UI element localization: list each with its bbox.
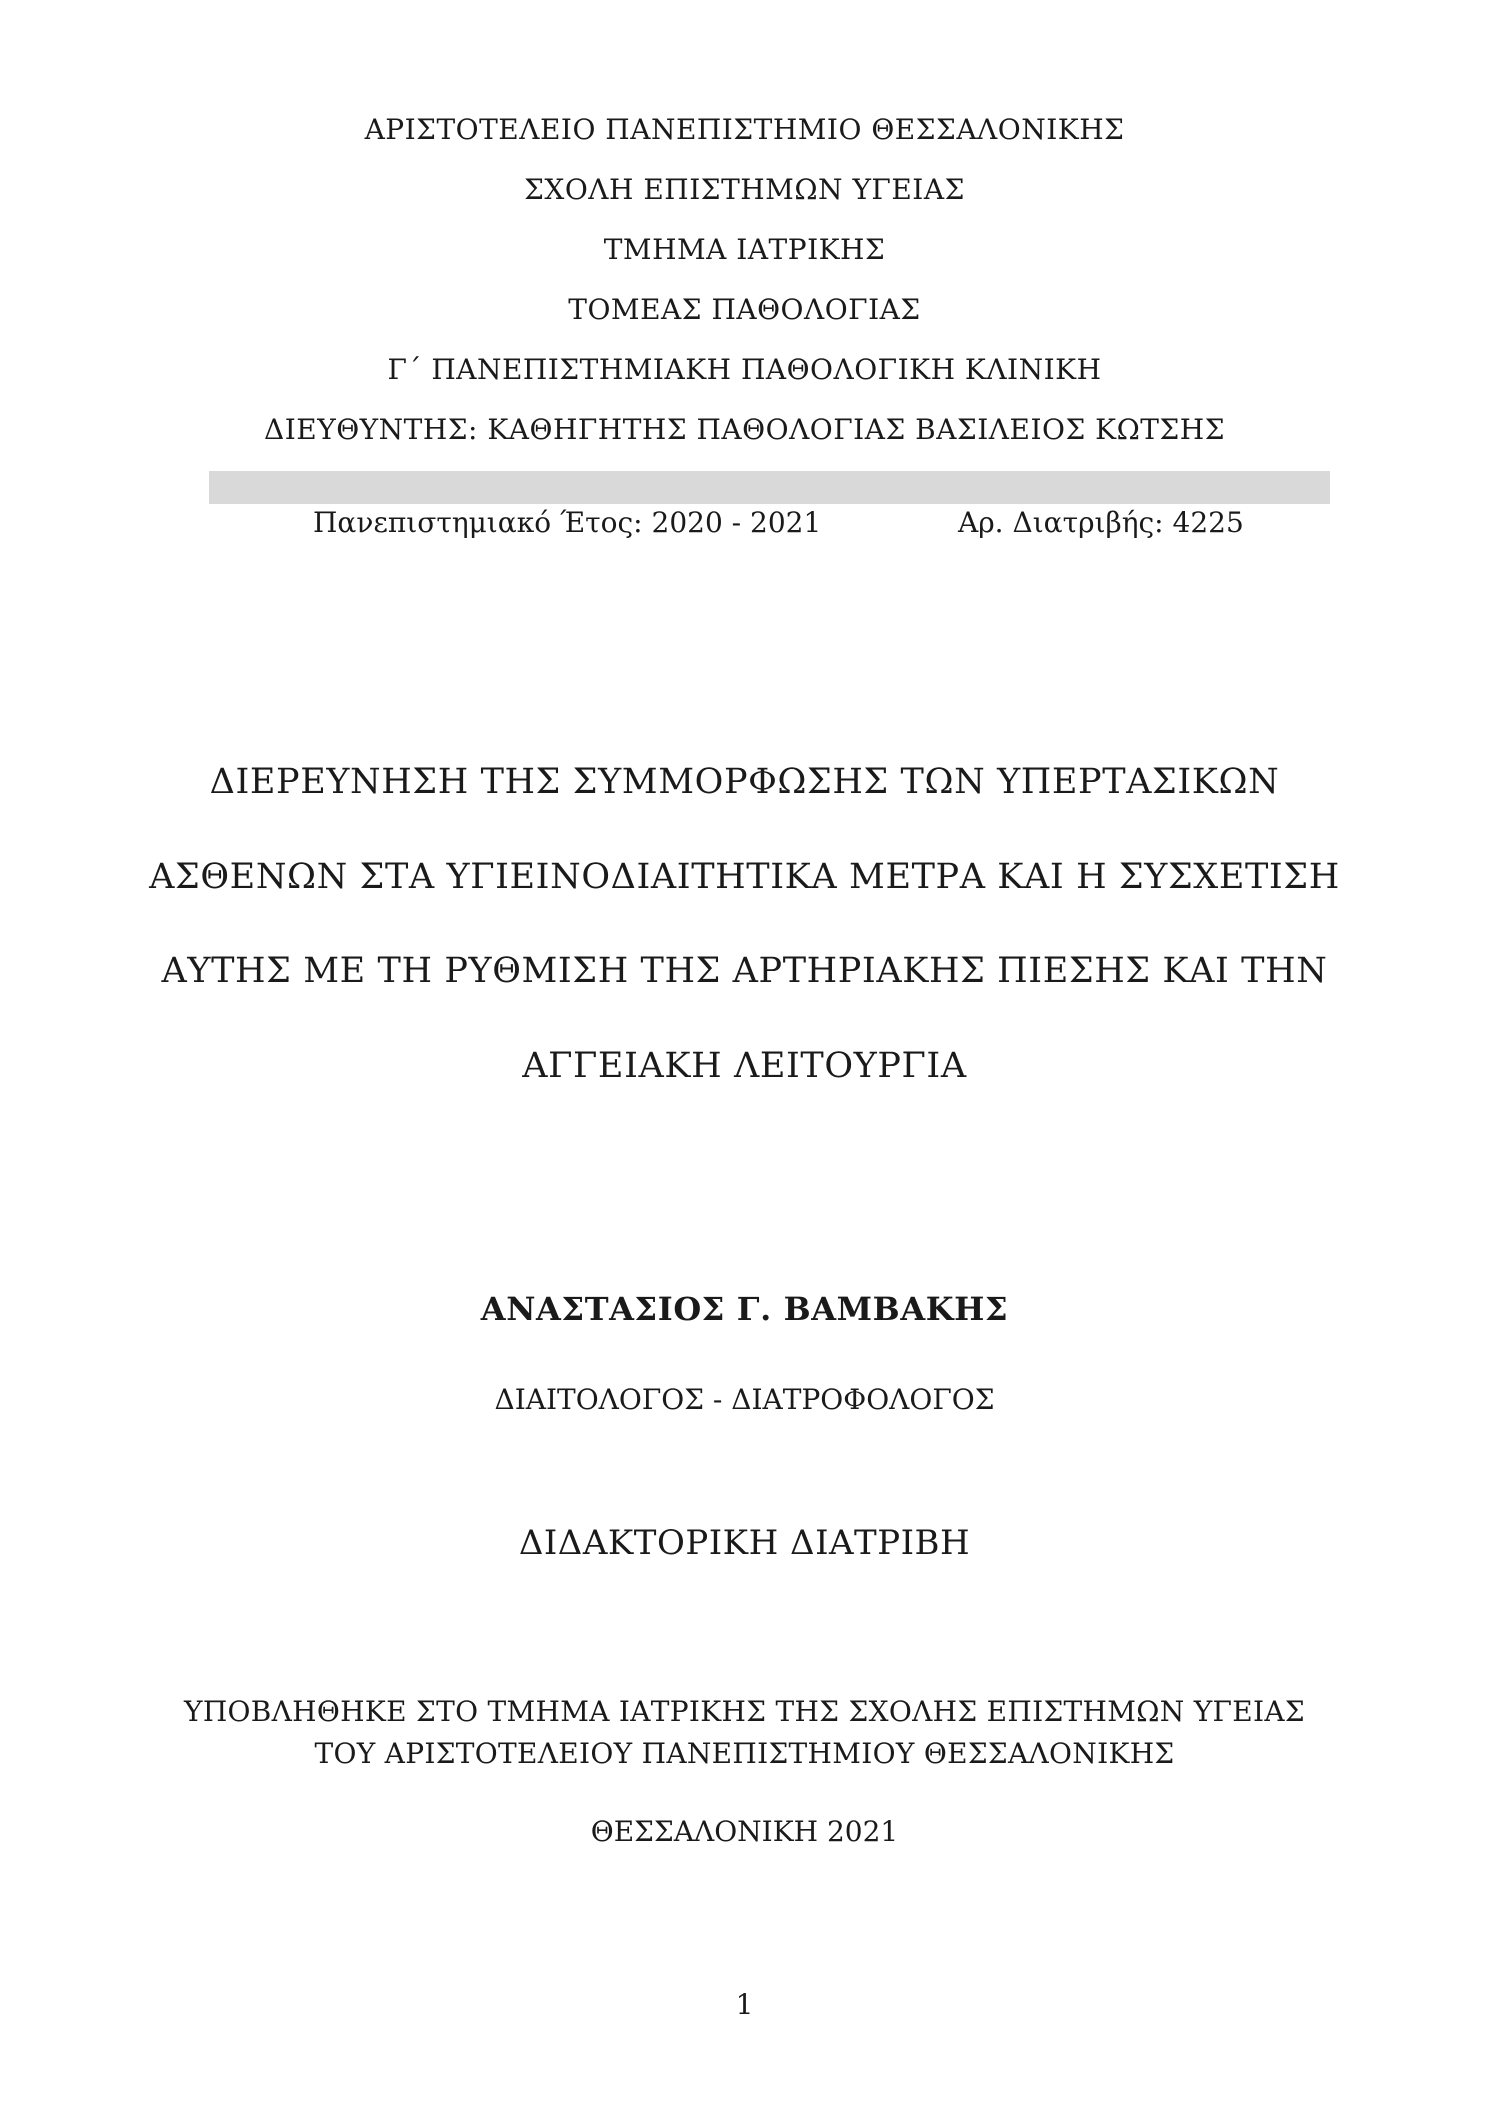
thesis-title-line-4: ΑΓΓΕΙΑΚΗ ΛΕΙΤΟΥΡΓΙΑ: [522, 1046, 967, 1086]
header-department: ΤΜΗΜΑ ΙΑΤΡΙΚΗΣ: [603, 233, 886, 266]
submission-line-1: ΥΠΟΒΛΗΘΗΚΕ ΣΤΟ ΤΜΗΜΑ ΙΑΤΡΙΚΗΣ ΤΗΣ ΣΧΟΛΗΣ ΕΠΙΣΤΗΜΩΝ ΥΓΕΙΑΣ: [184, 1695, 1305, 1728]
header-sector: ΤΟΜΕΑΣ ΠΑΘΟΛΟΓΙΑΣ: [568, 293, 921, 326]
academic-year: Πανεπιστημιακό Έτος: 2020 - 2021: [313, 506, 822, 539]
thesis-title-line-3: ΑΥΤΗΣ ΜΕ ΤΗ ΡΥΘΜΙΣΗ ΤΗΣ ΑΡΤΗΡΙΑΚΗΣ ΠΙΕΣΗΣ ΚΑΙ ΤΗΝ: [161, 951, 1328, 991]
header-divider-bar: [209, 471, 1330, 504]
header-school: ΣΧΟΛΗ ΕΠΙΣΤΗΜΩΝ ΥΓΕΙΑΣ: [524, 173, 965, 206]
author-profession: ΔΙΑΙΤΟΛΟΓΟΣ - ΔΙΑΤΡΟΦΟΛΟΓΟΣ: [494, 1383, 995, 1416]
thesis-title-line-1: ΔΙΕΡΕΥΝΗΣΗ ΤΗΣ ΣΥΜΜΟΡΦΩΣΗΣ ΤΩΝ ΥΠΕΡΤΑΣΙΚΩΝ: [209, 762, 1280, 802]
author-name: ΑΝΑΣΤΑΣΙΟΣ Γ. ΒΑΜΒΑΚΗΣ: [480, 1290, 1009, 1328]
place-year: ΘΕΣΣΑΛΟΝΙΚΗ 2021: [590, 1815, 899, 1848]
thesis-number: Αρ. Διατριβής: 4225: [958, 506, 1244, 539]
header-university: ΑΡΙΣΤΟΤΕΛΕΙΟ ΠΑΝΕΠΙΣΤΗΜΙΟ ΘΕΣΣΑΛΟΝΙΚΗΣ: [364, 113, 1125, 146]
header-clinic: Γ΄ ΠΑΝΕΠΙΣΤΗΜΙΑΚΗ ΠΑΘΟΛΟΓΙΚΗ ΚΛΙΝΙΚΗ: [387, 353, 1102, 386]
header-director: ΔΙΕΥΘΥΝΤΗΣ: ΚΑΘΗΓΗΤΗΣ ΠΑΘΟΛΟΓΙΑΣ ΒΑΣΙΛΕΙΟΣ ΚΩΤΣΗΣ: [264, 413, 1225, 446]
page-number: 1: [735, 1988, 754, 2021]
document-type: ΔΙΔΑΚΤΟΡΙΚΗ ΔΙΑΤΡΙΒΗ: [518, 1523, 971, 1563]
thesis-title-line-2: ΑΣΘΕΝΩΝ ΣΤΑ ΥΓΙΕΙΝΟΔΙΑΙΤΗΤΙΚΑ ΜΕΤΡΑ ΚΑΙ Η ΣΥΣΧΕΤΙΣΗ: [149, 857, 1340, 897]
submission-line-2: ΤΟΥ ΑΡΙΣΤΟΤΕΛΕΙΟΥ ΠΑΝΕΠΙΣΤΗΜΙΟΥ ΘΕΣΣΑΛΟΝΙΚΗΣ: [314, 1737, 1175, 1770]
